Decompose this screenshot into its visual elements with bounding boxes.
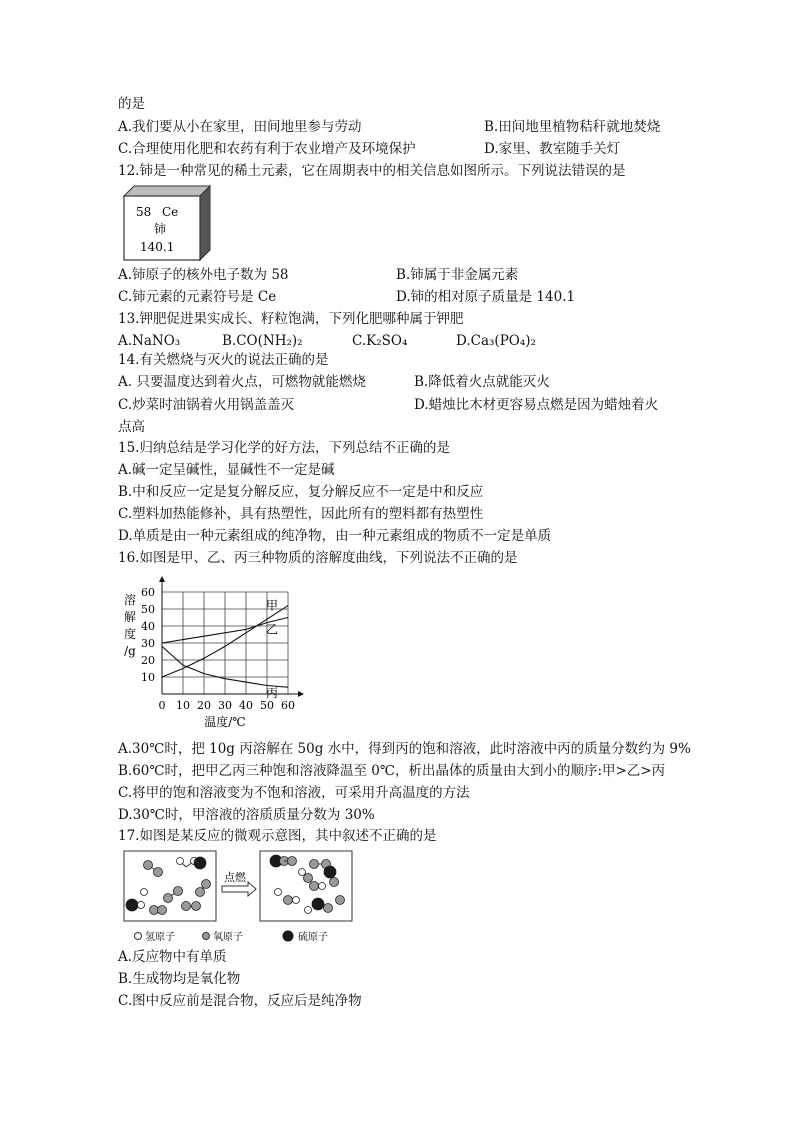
hydrogen-atom-icon (138, 902, 145, 909)
q14-option-b[interactable]: B.降低着火点就能灭火 (414, 374, 550, 390)
element-number: 58 (136, 205, 152, 219)
oxygen-atom-icon (144, 861, 153, 870)
x-tick-label: 50 (260, 699, 274, 712)
hydrogen-atom-icon (305, 907, 312, 914)
series-label-甲: 甲 (265, 598, 279, 613)
q14-option-d-continued: 点高 (118, 419, 145, 435)
oxygen-atom-icon (310, 882, 319, 891)
oxygen-legend-icon (203, 933, 210, 940)
q12-option-a[interactable]: A.铈原子的核外电子数为 58 (118, 267, 289, 283)
element-name: 铈 (154, 222, 167, 236)
legend-sulfur: 硫原子 (298, 932, 328, 943)
q12-option-b[interactable]: B.铈属于非金属元素 (396, 267, 519, 283)
y-tick-label: 60 (141, 586, 155, 599)
q11-option-a[interactable]: A.我们要从小在家里，田间地里参与劳动 (118, 119, 362, 135)
oxygen-atom-icon (202, 880, 211, 889)
oxygen-atom-icon (310, 860, 319, 869)
sulfur-legend-icon (283, 931, 293, 941)
q17-option-c[interactable]: C.图中反应前是混合物，反应后是纯净物 (118, 993, 362, 1009)
oxygen-atom-icon (154, 868, 163, 877)
oxygen-atom-icon (304, 874, 313, 883)
series-label-丙: 丙 (265, 686, 279, 701)
q15-option-c[interactable]: C.塑料加热能修补，具有热塑性，因此所有的塑料都有热塑性 (118, 506, 484, 522)
hydrogen-legend-icon (135, 933, 142, 940)
element-tile (118, 184, 218, 262)
oxygen-atom-icon (196, 888, 205, 897)
series-label-乙: 乙 (265, 622, 279, 637)
oxygen-atom-icon (174, 887, 183, 896)
hydrogen-atom-icon (177, 858, 184, 865)
legend-hydrogen: 氢原子 (145, 932, 175, 943)
x-tick-label: 60 (281, 699, 295, 712)
q16-option-c[interactable]: C.将甲的饱和溶液变为不饱和溶液，可采用升高温度的方法 (118, 785, 470, 801)
oxygen-atom-icon (288, 857, 297, 866)
sulfur-atom-icon (126, 899, 138, 911)
q16-stem: 16.如图是甲、乙、丙三种物质的溶解度曲线，下列说法不正确的是 (118, 550, 518, 566)
x-tick-label: 0 (158, 699, 166, 712)
q11-option-b[interactable]: B.田间地里植物秸秆就地焚烧 (484, 119, 661, 135)
x-tick-label: 10 (176, 699, 190, 712)
q11-option-c[interactable]: C.合理使用化肥和农药有利于农业增产及环境保护 (118, 141, 416, 157)
x-tick-label: 30 (218, 699, 232, 712)
q13-option-d[interactable]: D.Ca₃(PO₄)₂ (456, 333, 536, 349)
q13-option-a[interactable]: A.NaNO₃ (118, 333, 181, 349)
hydrogen-atom-icon (319, 883, 326, 890)
oxygen-atom-icon (324, 904, 333, 913)
hydrogen-atom-icon (293, 897, 300, 904)
y-axis-label: 度 (123, 627, 137, 641)
q15-option-a[interactable]: A.碱一定呈碱性，显碱性不一定是碱 (118, 462, 335, 478)
legend-oxygen: 氧原子 (213, 932, 243, 943)
oxygen-atom-icon (182, 902, 191, 911)
y-tick-label: 30 (141, 637, 155, 650)
x-tick-label: 40 (239, 699, 253, 712)
y-tick-label: 50 (141, 603, 155, 616)
arrow-label: 点燃 (224, 871, 246, 884)
q15-stem: 15.归纳总结是学习化学的好方法，下列总结不正确的是 (118, 440, 450, 456)
q17-option-a[interactable]: A.反应物中有单质 (118, 949, 227, 965)
q13-option-c[interactable]: C.K₂SO₄ (352, 333, 408, 349)
q16-option-a[interactable]: A.30℃时，把 10g 丙溶解在 50g 水中，得到丙的饱和溶液，此时溶液中丙的质量分数约为 9% (118, 741, 691, 757)
q12-stem: 12.铈是一种常见的稀土元素，它在周期表中的相关信息如图所示。下列说法错误的是 (118, 163, 626, 179)
y-axis-label: 溶 (123, 593, 137, 607)
y-axis-label: /g (124, 644, 136, 658)
q14-option-a[interactable]: A. 只要温度达到着火点，可燃物就能燃烧 (118, 374, 366, 390)
q14-option-d[interactable]: D.蜡烛比木材更容易点燃是因为蜡烛着火 (414, 397, 659, 413)
oxygen-atom-icon (192, 902, 201, 911)
reaction-arrow-icon (222, 882, 256, 896)
solubility-chart (118, 574, 318, 734)
x-tick-label: 20 (197, 699, 211, 712)
y-tick-label: 10 (141, 671, 155, 684)
y-tick-label: 20 (141, 654, 155, 667)
oxygen-atom-icon (330, 878, 339, 887)
sulfur-atom-icon (312, 898, 324, 910)
element-symbol: Ce (162, 205, 179, 219)
y-axis-arrow-icon (159, 576, 165, 582)
q17-stem: 17.如图是某反应的微观示意图，其中叙述不正确的是 (118, 828, 437, 844)
q13-stem: 13.钾肥促进果实成长、籽粒饱满，下列化肥哪种属于钾肥 (118, 311, 464, 327)
q12-option-c[interactable]: C.铈元素的元素符号是 Ce (118, 289, 277, 305)
hydrogen-atom-icon (275, 889, 282, 896)
q17-option-b[interactable]: B.生成物均是氧化物 (118, 971, 241, 987)
q15-option-d[interactable]: D.单质是由一种元素组成的纯净物，由一种元素组成的物质不一定是单质 (118, 528, 552, 544)
q11-stem-tail: 的是 (118, 96, 145, 112)
x-axis-arrow-icon (298, 691, 304, 697)
q15-option-b[interactable]: B.中和反应一定是复分解反应，复分解反应不一定是中和反应 (118, 484, 484, 500)
hydrogen-atom-icon (141, 889, 148, 896)
q12-option-d[interactable]: D.铈的相对原子质量是 140.1 (396, 289, 576, 305)
q14-stem: 14.有关燃烧与灭火的说法正确的是 (118, 352, 329, 368)
hydrogen-atom-icon (299, 869, 306, 876)
q13-option-b[interactable]: B.CO(NH₂)₂ (222, 333, 303, 349)
y-axis-label: 解 (123, 610, 137, 624)
q16-option-b[interactable]: B.60℃时，把甲乙丙三种饱和溶液降温至 0℃，析出晶体的质量由大到小的顺序:甲>乙>丙 (118, 763, 666, 779)
oxygen-atom-icon (158, 906, 167, 915)
q11-option-d[interactable]: D.家里、教室随手关灯 (484, 141, 621, 157)
oxygen-atom-icon (164, 894, 173, 903)
reaction-diagram (118, 848, 378, 948)
element-mass: 140.1 (140, 240, 175, 254)
q16-option-d[interactable]: D.30℃时，甲溶液的溶质质量分数为 30% (118, 807, 375, 823)
oxygen-atom-icon (284, 896, 293, 905)
oxygen-atom-icon (336, 896, 345, 905)
sulfur-atom-icon (324, 866, 336, 878)
x-axis-label: 温度/℃ (204, 715, 246, 729)
q14-option-c[interactable]: C.炒菜时油锅着火用锅盖盖灭 (118, 397, 295, 413)
y-tick-label: 40 (141, 620, 155, 633)
